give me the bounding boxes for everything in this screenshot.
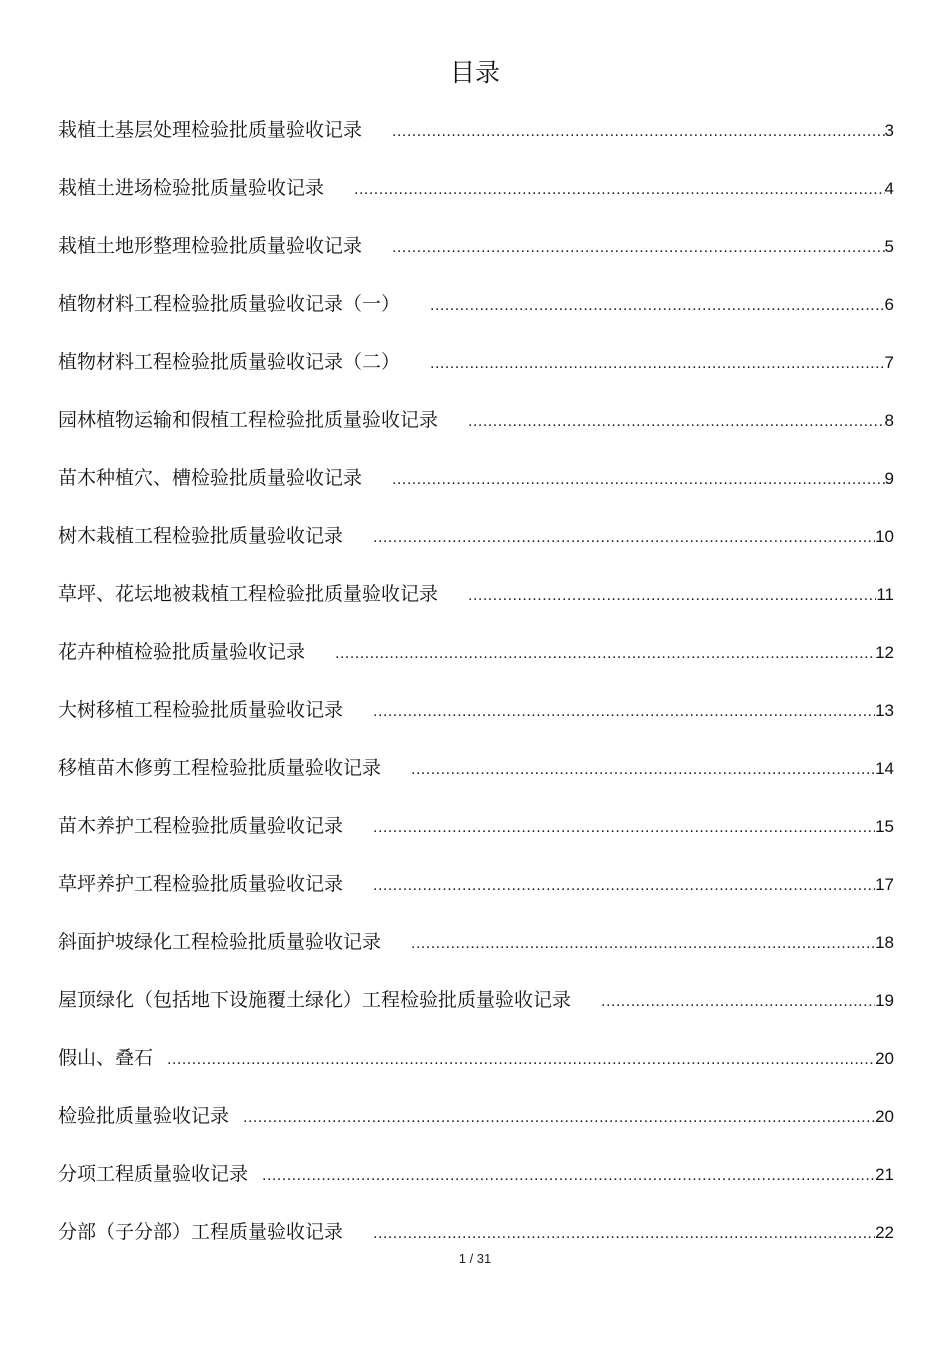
toc-dot-leader bbox=[335, 640, 875, 668]
toc-entry-page: 5 bbox=[884, 237, 894, 256]
toc-entry[interactable] bbox=[58, 1218, 894, 1276]
toc-entry-page: 10 bbox=[875, 527, 894, 546]
toc-entry-label: 栽植土进场检验批质量验收记录 bbox=[58, 177, 325, 199]
toc-entry-label: 苗木养护工程检验批质量验收记录 bbox=[58, 815, 344, 837]
toc-dot-leader bbox=[411, 930, 875, 958]
toc-entry-page: 9 bbox=[884, 469, 894, 488]
toc-entry-label: 屋顶绿化（包括地下设施覆土绿化）工程检验批质量验收记录 bbox=[58, 989, 572, 1011]
toc-entry[interactable] bbox=[58, 580, 894, 638]
toc-dot-leader bbox=[392, 234, 885, 262]
toc-entry-label: 园林植物运输和假植工程检验批质量验收记录 bbox=[58, 409, 439, 431]
toc-entry-page: 22 bbox=[875, 1223, 894, 1242]
toc-entry-label: 检验批质量验收记录 bbox=[58, 1105, 230, 1127]
toc-entry[interactable] bbox=[58, 232, 894, 290]
toc-dot-leader bbox=[468, 408, 885, 436]
toc-entry[interactable] bbox=[58, 986, 894, 1044]
toc-entry-label: 栽植土基层处理检验批质量验收记录 bbox=[58, 119, 363, 141]
toc-dot-leader bbox=[373, 698, 875, 726]
toc-entry[interactable] bbox=[58, 1160, 894, 1218]
toc-entry-label: 草坪养护工程检验批质量验收记录 bbox=[58, 873, 344, 895]
toc-entry[interactable] bbox=[58, 696, 894, 754]
toc-entry-label: 草坪、花坛地被栽植工程检验批质量验收记录 bbox=[58, 583, 439, 605]
toc-entry[interactable] bbox=[58, 1044, 894, 1102]
toc-entry-label: 树木栽植工程检验批质量验收记录 bbox=[58, 525, 344, 547]
toc-entry-page: 12 bbox=[875, 643, 894, 662]
toc-entry-page: 11 bbox=[876, 585, 894, 604]
toc-entry-page: 20 bbox=[875, 1107, 894, 1126]
toc-dot-leader bbox=[373, 872, 875, 900]
toc-entry-label: 分项工程质量验收记录 bbox=[58, 1163, 249, 1185]
toc-entry[interactable] bbox=[58, 870, 894, 928]
toc-dot-leader bbox=[430, 350, 885, 378]
toc-entry-page: 19 bbox=[875, 991, 894, 1010]
toc-entry-label: 栽植土地形整理检验批质量验收记录 bbox=[58, 235, 363, 257]
toc-entry-page: 18 bbox=[875, 933, 894, 952]
toc-entry-page: 8 bbox=[884, 411, 894, 430]
toc-entry[interactable] bbox=[58, 290, 894, 348]
toc-entry[interactable] bbox=[58, 464, 894, 522]
toc-entry[interactable] bbox=[58, 522, 894, 580]
toc-entry[interactable] bbox=[58, 174, 894, 232]
toc-entry-page: 13 bbox=[875, 701, 894, 720]
toc-entry-page: 6 bbox=[884, 295, 894, 314]
toc-dot-leader bbox=[243, 1104, 875, 1132]
toc-entry-page: 20 bbox=[875, 1049, 894, 1068]
toc-entry-page: 21 bbox=[875, 1165, 894, 1184]
toc-dot-leader bbox=[167, 1046, 875, 1074]
toc-entry-label: 分部（子分部）工程质量验收记录 bbox=[58, 1221, 344, 1243]
toc-entry[interactable] bbox=[58, 116, 894, 174]
toc-entry-label: 花卉种植检验批质量验收记录 bbox=[58, 641, 306, 663]
toc-entry[interactable] bbox=[58, 928, 894, 986]
toc-entry[interactable] bbox=[58, 754, 894, 812]
toc-dot-leader bbox=[468, 582, 876, 610]
toc-entry[interactable] bbox=[58, 348, 894, 406]
toc-entry-page: 14 bbox=[875, 759, 894, 778]
toc-entry-page: 17 bbox=[875, 875, 894, 894]
toc-dot-leader bbox=[373, 1220, 875, 1248]
toc-entry-page: 3 bbox=[884, 121, 894, 140]
toc-entry-label: 植物材料工程检验批质量验收记录（二） bbox=[58, 351, 401, 373]
toc-entry-label: 移植苗木修剪工程检验批质量验收记录 bbox=[58, 757, 382, 779]
toc-entry-label: 苗木种植穴、槽检验批质量验收记录 bbox=[58, 467, 363, 489]
toc-list bbox=[58, 116, 894, 1276]
page-number: 1 / 31 bbox=[458, 1251, 492, 1266]
toc-entry-page: 7 bbox=[884, 353, 894, 372]
toc-title: 目录 bbox=[449, 58, 500, 87]
toc-dot-leader bbox=[354, 176, 885, 204]
toc-entry-page: 4 bbox=[884, 179, 894, 198]
toc-entry[interactable] bbox=[58, 812, 894, 870]
toc-dot-leader bbox=[262, 1162, 875, 1190]
toc-dot-leader bbox=[373, 814, 875, 842]
toc-entry-label: 假山、叠石 bbox=[58, 1047, 154, 1069]
toc-dot-leader bbox=[411, 756, 875, 784]
toc-entry-label: 大树移植工程检验批质量验收记录 bbox=[58, 699, 344, 721]
toc-entry[interactable] bbox=[58, 1102, 894, 1160]
toc-dot-leader bbox=[373, 524, 875, 552]
toc-dot-leader bbox=[601, 988, 875, 1016]
toc-dot-leader bbox=[392, 118, 885, 146]
toc-entry-label: 斜面护坡绿化工程检验批质量验收记录 bbox=[58, 931, 382, 953]
toc-dot-leader bbox=[392, 466, 885, 494]
toc-entry-label: 植物材料工程检验批质量验收记录（一） bbox=[58, 293, 401, 315]
toc-entry[interactable] bbox=[58, 406, 894, 464]
toc-dot-leader bbox=[430, 292, 885, 320]
toc-entry-page: 15 bbox=[875, 817, 894, 836]
toc-entry[interactable] bbox=[58, 638, 894, 696]
